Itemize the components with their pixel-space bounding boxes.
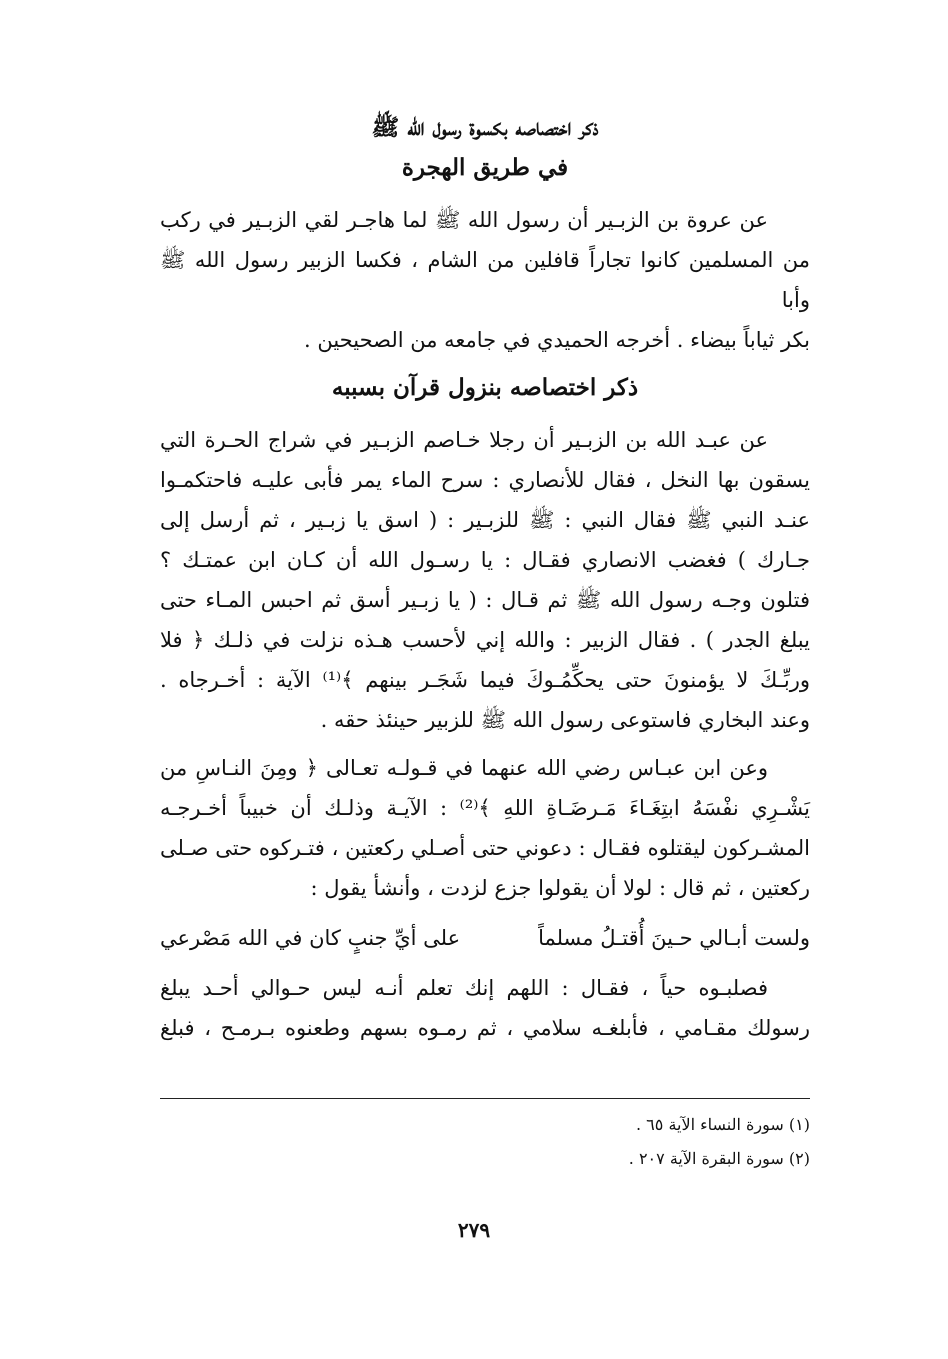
footnote-1: (١) سورة النساء الآية ٦٥ . xyxy=(636,1115,810,1134)
text-line: عن عبـد الله بن الزبـير أن رجلا خـاصم الزبـير في شراج الحـرة التي xyxy=(160,428,768,452)
section2-title: ذكر اختصاصه بنزول قرآن بسببه xyxy=(331,374,639,401)
text-line: المشـركون ليقتلوه فقـال : دعوني حتى أصـلي ركعتين ، فتـركوه حتى صـلى xyxy=(160,836,810,860)
section1-paragraph xyxy=(160,200,810,360)
verse-second-hemistich: على أيِّ جنبٍ كان في الله مَصْرعي xyxy=(160,926,461,950)
poetry-verse xyxy=(160,914,810,962)
text-line: جـارك ) فغضب الانصاري فقـال : يا رسـول الله أن كـان ابن عمتـك ؟ xyxy=(160,548,810,572)
text-line: وربِّـكَ لا يؤمنونَ حتى يحكِّمُـوكَ فيما شَجَـر بينهم ﴾⁽¹⁾ الآية : أخـرجاه . xyxy=(160,668,810,692)
footnote-separator xyxy=(160,1098,810,1099)
text-line: فتلون وجـه رسول الله ﷺ ثم قـال : ( يا زبـير أسق ثم احبس المـاء حتى xyxy=(160,588,811,612)
footnotes xyxy=(160,1108,810,1176)
section2-paragraph-2 xyxy=(160,748,810,908)
text-line: يبلغ الجدر ) . فقال الزبير : والله إني لأحسب هـذه نزلت في ذلـك ﴿ فلا xyxy=(160,628,810,652)
text-line: عنـد النبي ﷺ فقال النبي : ﷺ للزبـير : ( اسق يا زبـير ، ثم أرسل إلى xyxy=(160,508,810,532)
page-body xyxy=(160,108,810,1048)
footnote-2: (٢) سورة البقرة الآية ٢٠٧ . xyxy=(628,1149,810,1168)
verse-first-hemistich: ولست أبـالي حـينَ أُقتـلُ مسلماً xyxy=(538,926,810,950)
text-line: رسولك مقـامي ، فأبلغـه سلامي ، ثم رمـوه بسهم وطعنوه بـرمـح ، فبلغ xyxy=(160,1016,810,1040)
text-line: بكر ثياباً بيضاء . أخرجه الحميدي في جامعه من الصحيحين . xyxy=(304,328,810,352)
text-line: يَشْـرِي نفْسَهُ ابتِغَـاءَ مَـرضَـاةِ اللهِ ﴾⁽²⁾ : الآيـة وذلـك أن خبيباً أخـرجـه xyxy=(160,796,810,820)
text-line: ركعتين ، ثم قال : لولا أن يقولوا جزع لزدت ، وأنشأ يقول : xyxy=(310,876,810,900)
text-line: فصلبـوه حياً ، فقـال : اللهم إنك تعلم أنـه ليس حـوالي أحـد يبلغ xyxy=(160,976,768,1000)
page-number: ٢٧٩ xyxy=(457,1218,491,1242)
section2-paragraph-3 xyxy=(160,968,810,1048)
section2-paragraph-1 xyxy=(160,420,810,740)
section1-title-line2: في طريق الهجرة xyxy=(401,154,569,181)
text-line: وعند البخاري فاستوعى رسول الله ﷺ للزبير حينئذ حقه . xyxy=(320,708,810,732)
section1-title-line1: ذكر اختصاصه بكسوة رسول الله ﷺ xyxy=(371,114,599,141)
text-line: عن عروة بن الزبـير أن رسول الله ﷺ لما هاجـر لقي الزبـير في ركب xyxy=(160,208,768,232)
text-line: من المسلمين كانوا تجاراً قافلين من الشام ، فكسا الزبير رسول الله ﷺ وأبا xyxy=(160,248,810,312)
text-line: يسقون بها النخل ، فقال للأنصاري : سرح الماء يمر فأبى عليـه فاحتكمـوا xyxy=(160,468,810,492)
text-line: وعن ابن عبـاس رضي الله عنهما في قـولـه تعـالى ﴿ ومِنَ النـاسِ من xyxy=(160,756,768,780)
